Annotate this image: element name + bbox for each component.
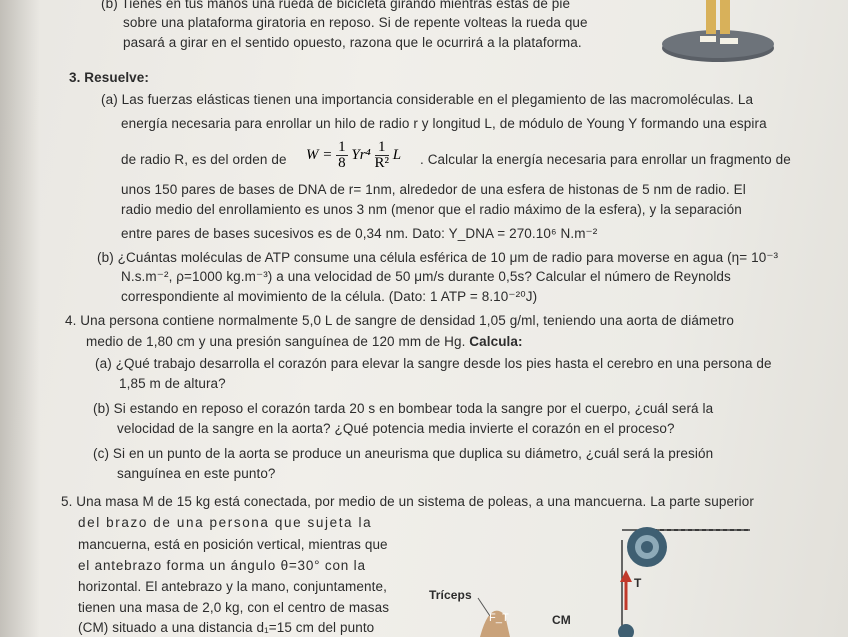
p3a-line-2: energía necesaria para enrollar un hilo de radio r y longitud L, de módulo de Young Y formando una espira (121, 116, 767, 131)
tension-label: T (634, 576, 642, 590)
p4a-line-2: 1,85 m de altura? (119, 376, 226, 391)
p2b-line-3: pasará a girar en el sentido opuesto, razona que le ocurrirá a la plataforma. (123, 35, 582, 50)
p4a-line-1: (a) ¿Qué trabajo desarrolla el corazón para elevar la sangre desde los pies hasta el cerebro en una persona de (95, 356, 772, 371)
formula-l: L (392, 146, 402, 163)
p3a-line-5: radio medio del enrollamiento es unos 3 nm (menor que el radio máximo de la esfera), y la separación (121, 202, 742, 217)
p5-line-3: mancuerna, está en posición vertical, mientras que (78, 537, 388, 552)
formula-frac-2: $\frac{1}{\text{R²}}$ (374, 139, 390, 171)
formula-mid: Yr⁴ (351, 146, 371, 163)
p3a-line-1: (a) Las fuerzas elásticas tienen una importancia considerable en el plegamiento de las macromoléculas. La (101, 92, 754, 107)
p3a-line-6: entre pares de bases sucesivos es de 0,34 nm. Dato: Y_DNA = 270.10⁶ N.m⁻² (121, 226, 598, 241)
p4-line-2: medio de 1,80 cm y una presión sanguínea de 120 mm de Hg. Calcula: (86, 334, 523, 349)
energy-formula (306, 140, 401, 171)
triceps-label: Tríceps (429, 588, 472, 602)
p5-line-7: (CM) situado a una distancia d₁=15 cm del punto (78, 620, 375, 635)
p5-line-2: del brazo de una persona que sujeta la (78, 515, 373, 530)
rotating-platform-figure (660, 0, 790, 70)
formula-w: W = (306, 146, 333, 163)
p5-line-5: horizontal. El antebrazo y la mano, conjuntamente, (78, 579, 387, 594)
p5-line-6: tienen una masa de 2,0 kg, con el centro de masas (78, 600, 390, 615)
ft-label: F_T (489, 612, 509, 624)
p3b-line-1: (b) ¿Cuántas moléculas de ATP consume una célula esférica de 10 μm de radio para moverse en agua (η= 10⁻³ (97, 250, 779, 265)
p5-line-1: 5. Una masa M de 15 kg está conectada, por medio de un sistema de poleas, a una mancuerna. La parte superior (61, 494, 754, 509)
p4c-line-1: (c) Si en un punto de la aorta se produce un aneurisma que duplica su diámetro, ¿cuál será la presión (93, 446, 714, 461)
p2b-line-1: (b) Tienes en tus manos una rueda de bicicleta girando mientras estás de pie (101, 0, 571, 11)
formula-frac-1: $\frac{1}{8}$ (338, 139, 346, 171)
p4b-line-1: (b) Si estando en reposo el corazón tarda 20 s en bombear toda la sangre por el cuerpo, ¿cuál será la (93, 401, 714, 416)
cm-label: CM (552, 613, 571, 627)
p4c-line-2: sanguínea en este punto? (117, 466, 276, 481)
p3a-line-3b: . Calcular la energía necesaria para enrollar un fragmento de (420, 152, 791, 167)
section-3-heading: 3. Resuelve: (69, 70, 149, 85)
p2b-line-2: sobre una plataforma giratoria en reposo. Si de repente volteas la rueda que (123, 15, 588, 30)
p3a-line-4: unos 150 pares de bases de DNA de r= 1nm, alrededor de una esfera de histonas de 5 nm de radio. El (121, 182, 746, 197)
p4-line-1: 4. Una persona contiene normalmente 5,0 L de sangre de densidad 1,05 g/ml, teniendo una aorta de diámetro (65, 313, 734, 328)
page-shadow (0, 0, 40, 637)
p3b-line-3: correspondiente al movimiento de la célula. (Dato: 1 ATP = 8.10⁻²⁰J) (121, 289, 538, 304)
p5-line-4: el antebrazo forma un ángulo θ=30° con la (78, 558, 366, 573)
p3a-line-3a: de radio R, es del orden de (121, 152, 287, 167)
p3b-line-2: N.s.m⁻², ρ=1000 kg.m⁻³) a una velocidad de 50 μm/s durante 0,5s? Calcular el número de Reynolds (121, 269, 731, 284)
p4b-line-2: velocidad de la sangre en la aorta? ¿Qué potencia media invierte el corazón en el proceso? (117, 421, 675, 436)
